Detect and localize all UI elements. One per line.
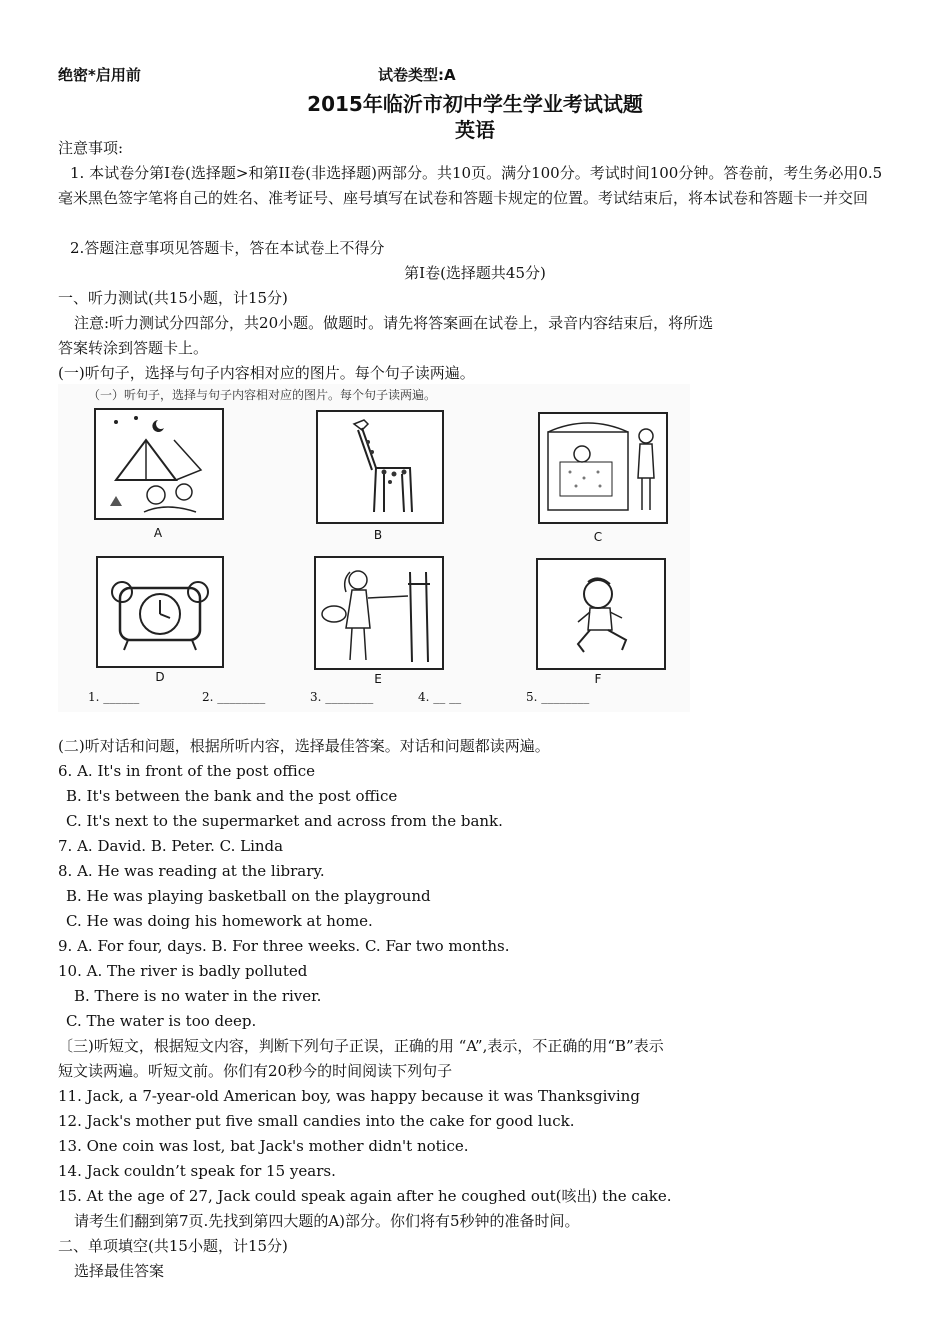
notes-item-1: 1. 本试卷分第I卷(选择题>和第II卷(非选择题)两部分。共10页。满分100分。考试时间100分钟。答卷前，考生务必用0.5毫米黑色签字笔将自己的姓名、准考证号、座号填写在试卷和答题卡规定的位置。考试结束后，将本试卷和答题卡一并交回 xyxy=(58,164,883,207)
exam-title: 2015年临沂市初中学生学业考试试题 xyxy=(307,92,643,116)
picture-f-running xyxy=(536,558,666,670)
answer-blank-1: 1. ______ xyxy=(88,690,140,704)
question-10: 10. A. The river is badly polluted xyxy=(58,962,308,980)
girl-painting-illustration xyxy=(316,558,442,668)
question-15: 15. At the age of 27, Jack could speak again after he coughed out(咳出) the cake. xyxy=(58,1187,672,1205)
question-12: 12. Jack's mother put five small candies into the cake for good luck. xyxy=(58,1112,575,1130)
question-10-option-c: C. The water is too deep. xyxy=(66,1012,257,1030)
secret-label: 绝密*启用前 xyxy=(58,66,141,84)
question-8-option-c: C. He was doing his homework at home. xyxy=(66,912,373,930)
question-13: 13. One coin was lost, bat Jack's mother didn't notice. xyxy=(58,1137,469,1155)
picture-label-f: F xyxy=(594,672,602,686)
subsection-2-instruction: (二)听对话和问题，根据所听内容，选择最佳答案。对话和问题都读两遍。 xyxy=(58,737,550,755)
running-boy-illustration xyxy=(538,560,664,668)
section-listening-heading: 一、听力测试(共15小题，计15分) xyxy=(58,289,288,307)
picture-label-b: B xyxy=(373,528,383,542)
answer-blank-2: 2. ________ xyxy=(202,690,266,704)
turn-page-instruction: 请考生们翻到第7页.先找到第四大题的A)部分。你们将有5秒钟的准备时间。 xyxy=(74,1212,580,1230)
picture-a-camping xyxy=(94,408,224,520)
question-14: 14. Jack couldn’t speak for 15 years. xyxy=(58,1162,336,1180)
notes-heading: 注意事项: xyxy=(58,139,124,157)
question-7: 7. A. David. B. Peter. C. Linda xyxy=(58,837,284,855)
picture-label-c: C xyxy=(593,530,603,544)
part1-title: 第I卷(选择题共45分) xyxy=(404,264,546,282)
question-8: 8. A. He was reading at the library. xyxy=(58,862,325,880)
section-single-choice-heading: 二、单项填空(共15小题，计15分) xyxy=(58,1237,288,1255)
question-6: 6. A. It's in front of the post office xyxy=(58,762,315,780)
picture-b-giraffe xyxy=(316,410,444,524)
choose-best-answer: 选择最佳答案 xyxy=(74,1262,165,1280)
picture-label-d: D xyxy=(155,670,165,684)
question-9: 9. A. For four, days. B. For three weeks. C. Far two months. xyxy=(58,937,510,955)
notes-item-2: 2.答题注意事项见答题卡，答在本试卷上不得分 xyxy=(70,239,385,257)
subsection-3-instruction-cont: 短文读两遍。听短文前。你们有20秒今的时间阅读下列句子 xyxy=(58,1062,453,1080)
listening-note: 注意:听力测试分四部分，共20小题。做题时。请先将答案画在试卷上，录音内容结束后，将所选答案转涂到答题卡上。 xyxy=(58,314,714,357)
picture-c-bed xyxy=(538,412,668,524)
question-8-option-b: B. He was playing basketball on the playground xyxy=(66,887,431,905)
question-10-option-b: B. There is no water in the river. xyxy=(74,987,322,1005)
picture-label-a: A xyxy=(153,526,163,540)
question-6-option-b: B. It's between the bank and the post office xyxy=(66,787,398,805)
camping-illustration xyxy=(96,410,222,518)
subsection-3-instruction: 〔三)听短文，根据短文内容，判断下列句子正误，正确的用 “A”,表示，不正确的用“B”表示 xyxy=(58,1037,664,1055)
subsection-1-instruction: (一)听句子，选择与句子内容相对应的图片。每个句子读两遍。 xyxy=(58,364,475,382)
answer-blank-4: 4. __ __ xyxy=(418,690,462,704)
bed-illustration xyxy=(540,414,666,522)
giraffe-illustration xyxy=(318,412,442,522)
picture-d-clock xyxy=(96,556,224,668)
answer-blank-3: 3. ________ xyxy=(310,690,374,704)
question-6-option-c: C. It's next to the supermarket and across from the bank. xyxy=(66,812,503,830)
picture-options-figure xyxy=(58,384,690,712)
picture-e-painting xyxy=(314,556,444,670)
answer-blank-5: 5. ________ xyxy=(526,690,590,704)
picture-label-e: E xyxy=(374,672,382,686)
subject-title: 英语 xyxy=(455,118,495,142)
figure-caption: （一）听句子，选择与句子内容相对应的图片。每个句子读两遍。 xyxy=(88,388,437,402)
paper-type-label: 试卷类型:A xyxy=(378,66,456,84)
alarm-clock-illustration xyxy=(98,558,222,666)
question-11: 11. Jack, a 7-year-old American boy, was happy because it was Thanksgiving xyxy=(58,1087,640,1105)
